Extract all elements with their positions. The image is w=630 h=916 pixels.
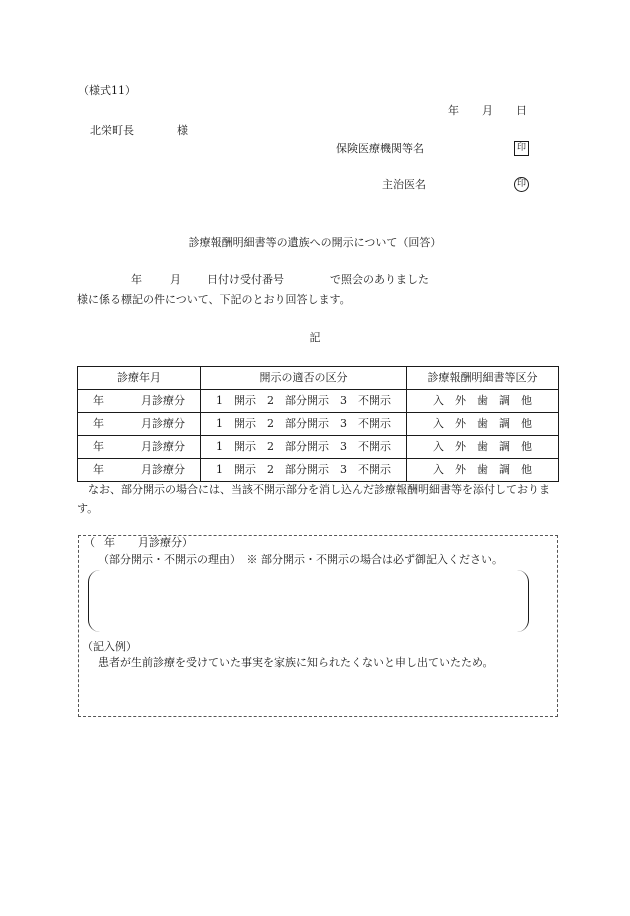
category-options-cell: 入 外 歯 調 他 [407,413,559,436]
table-row [78,413,559,436]
date-month-label: 月 [482,104,493,117]
ki-heading: 記 [309,331,321,344]
ref-year-label: 年 [131,273,142,286]
reason-box-period: （ 年 月診療分） [84,536,193,549]
example-text: 患者が生前診療を受けていた事実を家族に知られたくないと申し出ていたため。 [98,656,494,669]
addressee-honorific: 様 [177,124,188,137]
disclosure-options-cell: 1 開示 2 部分開示 3 不開示 [201,459,407,482]
reason-entry-bracket-left [88,570,101,632]
table-header-row [78,367,559,390]
ref-month-label: 月 [170,273,181,286]
attachment-note-continued: す。 [77,502,99,515]
disclosure-table [77,366,559,482]
attachment-note: なお、部分開示の場合には、当該不開示部分を消し込んだ診療報酬明細書等を添付しておりま [88,483,550,496]
ref-inquiry-text: で照会のありました [330,273,429,286]
treatment-month-cell: 年 月診療分 [78,459,201,482]
table-row [78,459,559,482]
col-header-category: 診療報酬明細書等区分 [407,367,559,390]
disclosure-options-cell: 1 開示 2 部分開示 3 不開示 [201,436,407,459]
reason-label: （部分開示・不開示の理由） ※ 部分開示・不開示の場合は必ず御記入ください。 [98,553,503,566]
square-seal-mark: 印 [514,141,529,156]
reply-date [448,104,527,118]
reason-entry-bracket-right [516,570,529,632]
table-row [78,436,559,459]
category-options-cell: 入 外 歯 調 他 [407,390,559,413]
disclosure-options-cell: 1 開示 2 部分開示 3 不開示 [201,390,407,413]
reference-line [131,273,429,287]
institution-name-label: 保険医療機関等名 [336,142,424,155]
form-number: （様式11） [78,84,136,97]
doctor-name-label: 主治医名 [382,178,426,191]
addressee-name: 北栄町長 [90,124,134,137]
addressee [90,124,188,138]
col-header-month: 診療年月 [78,367,201,390]
col-header-disclosure: 開示の適否の区分 [201,367,407,390]
date-day-label: 日 [516,104,527,117]
date-year-label: 年 [448,104,459,117]
category-options-cell: 入 外 歯 調 他 [407,436,559,459]
disclosure-options-cell: 1 開示 2 部分開示 3 不開示 [201,413,407,436]
document-title: 診療報酬明細書等の遺族への開示について（回答） [188,236,442,249]
treatment-month-cell: 年 月診療分 [78,436,201,459]
body-sentence: 様に係る標記の件について、下記のとおり回答します。 [77,293,351,306]
round-seal-mark: 印 [514,177,529,192]
example-label: （記入例） [82,640,137,653]
ref-number-label: 日付け受付番号 [207,273,284,286]
table-row [78,390,559,413]
treatment-month-cell: 年 月診療分 [78,413,201,436]
category-options-cell: 入 外 歯 調 他 [407,459,559,482]
treatment-month-cell: 年 月診療分 [78,390,201,413]
